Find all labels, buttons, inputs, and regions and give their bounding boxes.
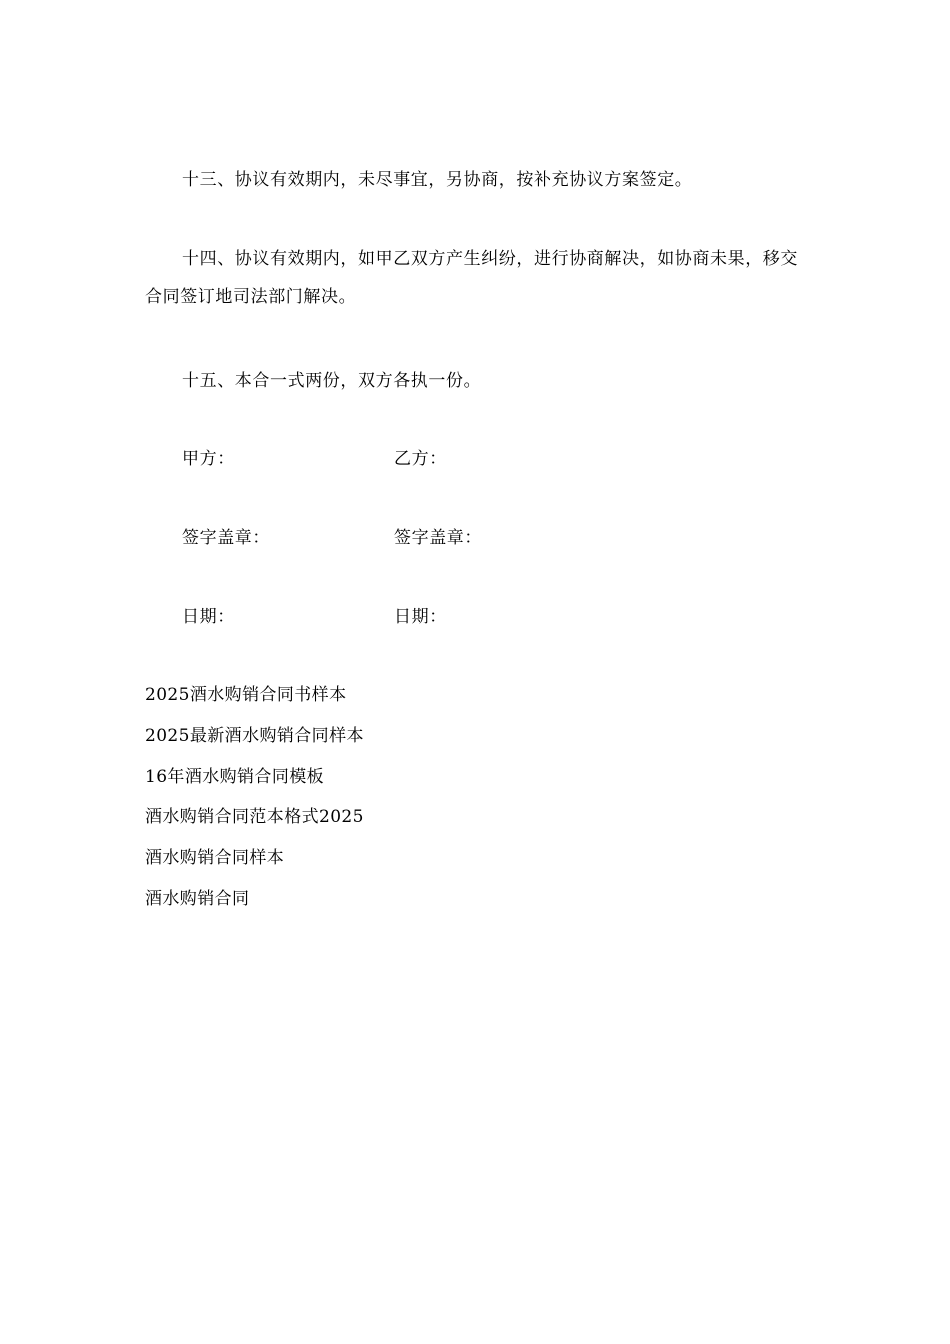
date-a-label: 日期： (182, 607, 235, 627)
related-documents-list (145, 680, 364, 925)
seal-b-label: 签字盖章： (394, 528, 482, 548)
party-b-label: 乙方： (394, 449, 447, 469)
party-a-label: 甲方： (182, 449, 235, 469)
signature-seal-row (182, 523, 782, 553)
clause-15: 十五、本合一式两份，双方各执一份。 (182, 371, 482, 391)
related-link-2[interactable]: 2025最新酒水购销合同样本 (145, 725, 364, 746)
related-link-4[interactable]: 酒水购销合同范本格式2025 (145, 807, 364, 828)
related-link-5[interactable]: 酒水购销合同样本 (145, 848, 285, 869)
seal-a-label: 签字盖章： (182, 528, 270, 548)
signature-date-row (182, 602, 782, 632)
signature-party-row (182, 444, 782, 474)
clause-13: 十三、协议有效期内，未尽事宜，另协商，按补充协议方案签定。 (182, 170, 693, 190)
clause-14: 十四、协议有效期内，如甲乙双方产生纠纷，进行协商解决，如协商未果，移交合同签订地司法部门解决。 (145, 249, 798, 307)
related-link-3[interactable]: 16年酒水购销合同模板 (145, 766, 325, 787)
related-link-6[interactable]: 酒水购销合同 (145, 888, 250, 909)
related-link-1[interactable]: 2025酒水购销合同书样本 (145, 685, 347, 705)
date-b-label: 日期： (394, 607, 447, 627)
